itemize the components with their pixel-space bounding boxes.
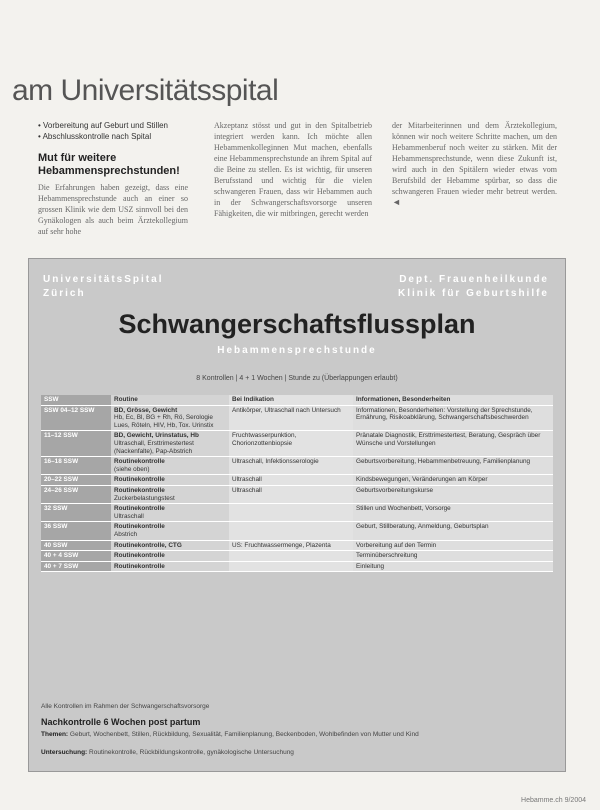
flow-plan-box (28, 258, 566, 772)
table-header-cell: Routine (111, 395, 229, 405)
cell-text: Routinekontrolle (114, 552, 165, 560)
routine-cell (111, 522, 229, 540)
cell-text: 24–26 SSW (44, 486, 79, 494)
cell-text: Routinekontrolle (114, 458, 165, 466)
cell-text: Stillen und Wochenbett, Vorsorge (356, 505, 451, 513)
cell-text: Hb, Ec, Bl, BG + Rh, Rö, Serologie Lues, Röteln, HIV, Hb, Tox. Urinstix (114, 414, 214, 429)
info-cell (353, 405, 553, 431)
table-row (41, 457, 553, 475)
list-item: • Vorbereitung auf Geburt und Stillen (38, 121, 169, 130)
table-row (41, 475, 553, 486)
nachkontrolle-row: Themen: Geburt, Wochenbett, Stillen, Rückbildung, Sexualität, Familienplanung, Beckenboden, Wohlbefinden von Mutter und Kind (41, 731, 419, 738)
article-column-1 (38, 120, 188, 237)
end-mark-icon: ◄ (392, 197, 401, 207)
indikation-cell (229, 457, 353, 475)
cell-text: BD, Grösse, Gewicht (114, 406, 178, 414)
cell-text: 11–12 SSW (44, 432, 78, 440)
cell-text: Routinekontrolle (114, 505, 165, 513)
cell-text: Geburt, Stillberatung, Anmeldung, Geburtsplan (356, 523, 489, 531)
ssw-cell (41, 457, 111, 475)
cell-text: Pränatale Diagnostik, Ersttrimestertest, Beratung, Gespräch über Wünsche und Vorstellungen (356, 432, 541, 447)
cell-text: Ultraschall, Ersttrimestertest (Nackenfalte), Pap-Abstrich (114, 439, 194, 455)
indikation-cell (229, 522, 353, 540)
table-row (41, 540, 553, 551)
table-header-cell: SSW (41, 395, 111, 405)
table-row (41, 485, 553, 503)
info-cell (353, 540, 553, 551)
institution-left: UniversitätsSpital Zürich (43, 274, 164, 299)
indikation-cell (229, 561, 353, 572)
flow-table (41, 395, 553, 572)
info-cell (353, 522, 553, 540)
paragraph: der Mitarbeiterinnen und dem Ärztekollegium, können wir noch weitere Schritte machen, um den Hebammenberuf noch weiter zu stärken. Mit der Hebammensprechstunde, wenn diese Zukunft ist, wird auch in den Spitälern wieder etwas vom Berufsbild der Hebamme spürbar, so dass die schwangeren Frauen wieder mehr betreut werden. ◄ (392, 121, 557, 207)
routine-cell (111, 475, 229, 486)
section-heading: Mut für weitere Hebammensprechstunden! (38, 152, 180, 177)
table-header-cell: Bei Indikation (229, 395, 353, 405)
cell-text: Routinekontrolle (114, 562, 165, 570)
indikation-cell (229, 431, 353, 457)
indikation-cell (229, 485, 353, 503)
indikation-cell (229, 405, 353, 431)
cell-text: Kindsbewegungen, Veränderungen am Körper (356, 476, 488, 484)
cell-text: 16–18 SSW (44, 458, 79, 466)
cell-text: Routinekontrolle (114, 476, 165, 484)
indikation-cell (229, 551, 353, 562)
ssw-cell (41, 431, 111, 457)
table-row (41, 431, 553, 457)
cell-text: Zuckerbelastungstest (114, 494, 175, 502)
cell-text: BD, Gewicht, Urinstatus, Hb (114, 432, 199, 440)
cell-text: Terminüberschreitung (356, 552, 418, 560)
cell-text: 32 SSW (44, 505, 68, 513)
cell-text: Einleitung (356, 562, 385, 570)
routine-cell (111, 431, 229, 457)
cell-text: Ultraschall (114, 512, 144, 520)
routine-cell (111, 540, 229, 551)
ssw-cell (41, 504, 111, 522)
nachkontrolle-heading: Nachkontrolle 6 Wochen post partum (41, 717, 201, 727)
list-item: • Abschlusskontrolle nach Spital (38, 132, 152, 141)
cell-text: Vorbereitung auf den Termin (356, 541, 437, 549)
indikation-cell (229, 540, 353, 551)
cell-text: Informationen, Besonderheiten: Vorstellung der Sprechstunde, Ernährung, Risikoabklärung, Schwangerschaftsbeschwerden (356, 406, 533, 422)
cell-text: SSW 04–12 SSW (44, 406, 95, 414)
page-title: am Universitätsspital (12, 74, 279, 107)
flow-legend: 8 Kontrollen | 4 + 1 Wochen | Stunde zu (Überlappungen erlaubt) (196, 375, 398, 382)
cell-text: 36 SSW (44, 523, 68, 531)
ssw-cell (41, 540, 111, 551)
routine-cell (111, 504, 229, 522)
cell-text: Fruchtwasserpunktion, Chorionzottenbiopsie (232, 432, 297, 447)
info-cell (353, 475, 553, 486)
table-header-row (41, 395, 553, 405)
cell-text: Antikörper, Ultraschall nach Untersuch (232, 406, 341, 414)
cell-text: 40 + 7 SSW (44, 562, 79, 570)
routine-cell (111, 485, 229, 503)
paragraph: Akzeptanz stösst und gut in den Spitalbetrieb integriert werden kann. Ich möchte allen Hebammenkolleginnen Mut machen, ebenfalls eine Hebammensprechstunde an ihrem Spital auf die Beine zu stellen. Es ist wichtig, für unseren Berufsstand und wichtig für die vielen schwangeren Frauen, dass wir Hebammen auch in der Schwangerschaftsvorsorge unseren Fähigkeiten, die wir mitbringen, gerecht werden (214, 121, 372, 218)
cell-text: US: Fruchtwassermenge, Plazenta (232, 541, 331, 549)
ssw-cell (41, 551, 111, 562)
article-column-3 (392, 120, 557, 208)
indikation-cell (229, 475, 353, 486)
flow-footnote: Alle Kontrollen im Rahmen der Schwangerschaftsvorsorge (41, 703, 210, 710)
table-header-cell: Informationen, Besonderheiten (353, 395, 553, 405)
page-footer: Hebamme.ch 9/2004 (521, 797, 586, 804)
cell-text: Ultraschall (232, 486, 262, 494)
table-row (41, 405, 553, 431)
institution-right: Dept. Frauenheilkunde Klinik für Geburtshilfe (397, 274, 549, 299)
info-cell (353, 551, 553, 562)
flow-title: Schwangerschaftsflussplan (118, 309, 476, 339)
cell-text: Geburtsvorbereitung, Hebammenbetreuung, Familienplanung (356, 458, 531, 466)
cell-text: 40 + 4 SSW (44, 552, 79, 560)
ssw-cell (41, 405, 111, 431)
table-row (41, 561, 553, 572)
routine-cell (111, 551, 229, 562)
indikation-cell (229, 504, 353, 522)
flow-subtitle: Hebammensprechstunde (217, 345, 377, 356)
routine-cell (111, 405, 229, 431)
cell-text: (siehe oben) (114, 465, 150, 473)
routine-cell (111, 457, 229, 475)
ssw-cell (41, 522, 111, 540)
cell-text: Routinekontrolle (114, 486, 165, 494)
cell-text: Geburtsvorbereitungskurse (356, 486, 434, 494)
article-column-2 (214, 120, 372, 219)
info-cell (353, 457, 553, 475)
cell-text: Routinekontrolle (114, 523, 165, 531)
nachkontrolle-row: Untersuchung: Routinekontrolle, Rückbildungskontrolle, gynäkologische Untersuchung (41, 749, 294, 756)
paragraph: Die Erfahrungen haben gezeigt, dass eine Hebammensprechstunde auch an einer so grossen Klinik wie dem USZ sinnvoll bei den Gynäkologen als auch beim Ärztekollegium auf sehr hohe (38, 183, 188, 236)
ssw-cell (41, 561, 111, 572)
table-row (41, 551, 553, 562)
ssw-cell (41, 475, 111, 486)
cell-text: Routinekontrolle, CTG (114, 541, 182, 549)
info-cell (353, 504, 553, 522)
cell-text: 20–22 SSW (44, 476, 79, 484)
cell-text: Ultraschall (232, 476, 262, 484)
ssw-cell (41, 485, 111, 503)
routine-cell (111, 561, 229, 572)
cell-text: Ultraschall, Infektionsserologie (232, 458, 319, 466)
table-row (41, 504, 553, 522)
table-row (41, 522, 553, 540)
info-cell (353, 485, 553, 503)
info-cell (353, 561, 553, 572)
cell-text: 40 SSW (44, 541, 68, 549)
info-cell (353, 431, 553, 457)
cell-text: Abstrich (114, 530, 138, 538)
